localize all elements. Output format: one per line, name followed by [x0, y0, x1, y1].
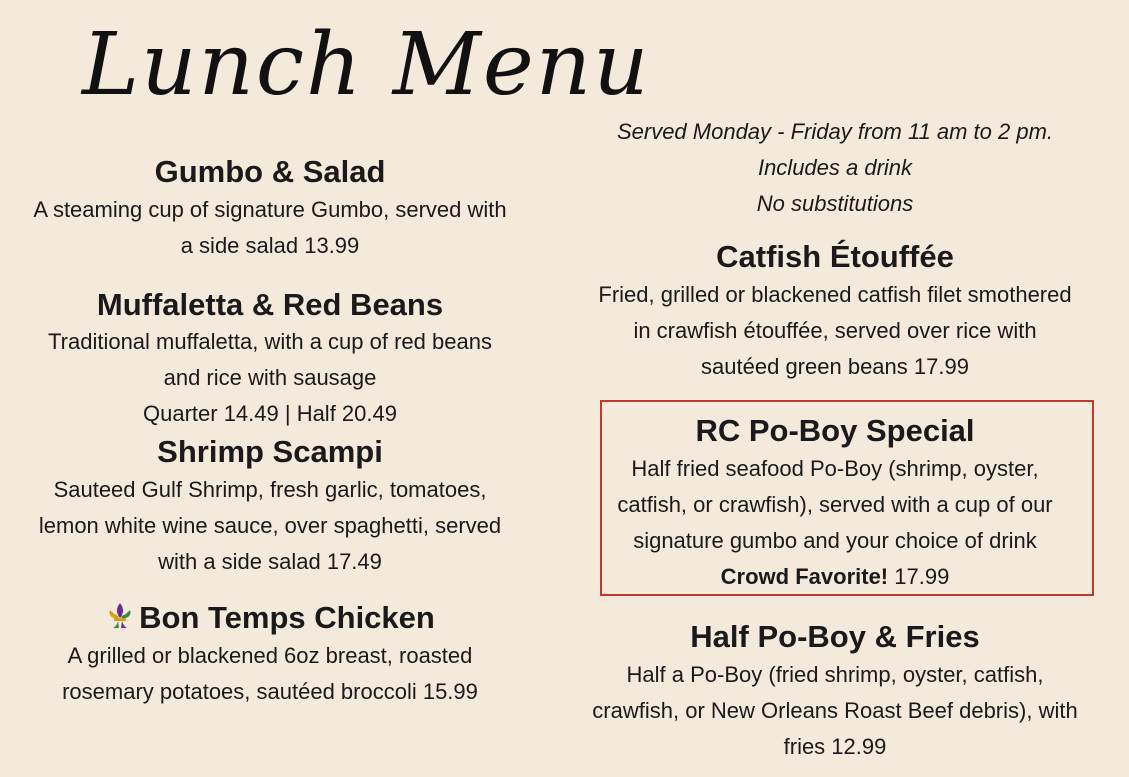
item-desc: A steaming cup of signature Gumbo, served with [33, 197, 507, 222]
item-name: RC Po-Boy Special [695, 413, 975, 448]
item-desc: a side salad 13.99 [180, 233, 360, 258]
item-desc: in crawfish étouffée, served over rice with [633, 318, 1037, 343]
item-desc: crawfish, or New Orleans Roast Beef debris), with [592, 698, 1078, 723]
item-price: Quarter 14.49 | Half 20.49 [143, 401, 397, 426]
crowd-favorite-label: Crowd Favorite! [720, 564, 889, 589]
served-substitution-note: No substitutions [756, 191, 914, 216]
menu-item-po-boy-special [585, 411, 1085, 595]
menu-title: Lunch Menu [82, 15, 651, 115]
menu-item-half-po-boy [585, 617, 1085, 765]
menu-item-bon-temps [10, 598, 530, 710]
item-name: Gumbo & Salad [154, 154, 386, 189]
item-desc: fries 12.99 [783, 734, 887, 759]
item-name: Half Po-Boy & Fries [690, 619, 980, 654]
item-desc: catfish, or crawfish), served with a cup of our [617, 492, 1053, 517]
item-desc: and rice with sausage [163, 365, 377, 390]
menu-item-gumbo [10, 152, 530, 264]
item-desc: Traditional muffaletta, with a cup of red beans [48, 329, 492, 354]
item-desc: signature gumbo and your choice of drink [633, 528, 1037, 553]
item-desc: Half fried seafood Po-Boy (shrimp, oyster, [631, 456, 1039, 481]
menu-item-catfish [585, 237, 1085, 385]
item-desc: lemon white wine sauce, over spaghetti, served [38, 513, 502, 538]
item-name: Shrimp Scampi [157, 434, 383, 469]
item-desc: sautéed green beans 17.99 [701, 354, 969, 379]
item-price-row [585, 559, 1085, 595]
item-price: 17.99 [888, 564, 950, 589]
item-desc: Sauteed Gulf Shrimp, fresh garlic, tomatoes, [53, 477, 487, 502]
served-info [585, 114, 1085, 222]
menu-item-scampi [10, 432, 530, 580]
item-desc: with a side salad 17.49 [158, 549, 382, 574]
item-desc: A grilled or blackened 6oz breast, roasted [67, 643, 473, 668]
item-name: Catfish Étouffée [716, 239, 954, 274]
item-name: Muffaletta & Red Beans [96, 287, 444, 322]
item-name-row [10, 598, 530, 638]
menu-item-muffaletta [10, 286, 530, 432]
served-drink-note: Includes a drink [757, 155, 913, 180]
fleur-de-lis-icon [105, 601, 135, 631]
item-name: Bon Temps Chicken [139, 600, 435, 635]
item-desc: Half a Po-Boy (fried shrimp, oyster, catfish, [626, 662, 1044, 687]
served-hours: Served Monday - Friday from 11 am to 2 pm. [616, 119, 1054, 144]
item-desc: rosemary potatoes, sautéed broccoli 15.99 [62, 679, 478, 704]
item-desc: Fried, grilled or blackened catfish filet smothered [598, 282, 1072, 307]
